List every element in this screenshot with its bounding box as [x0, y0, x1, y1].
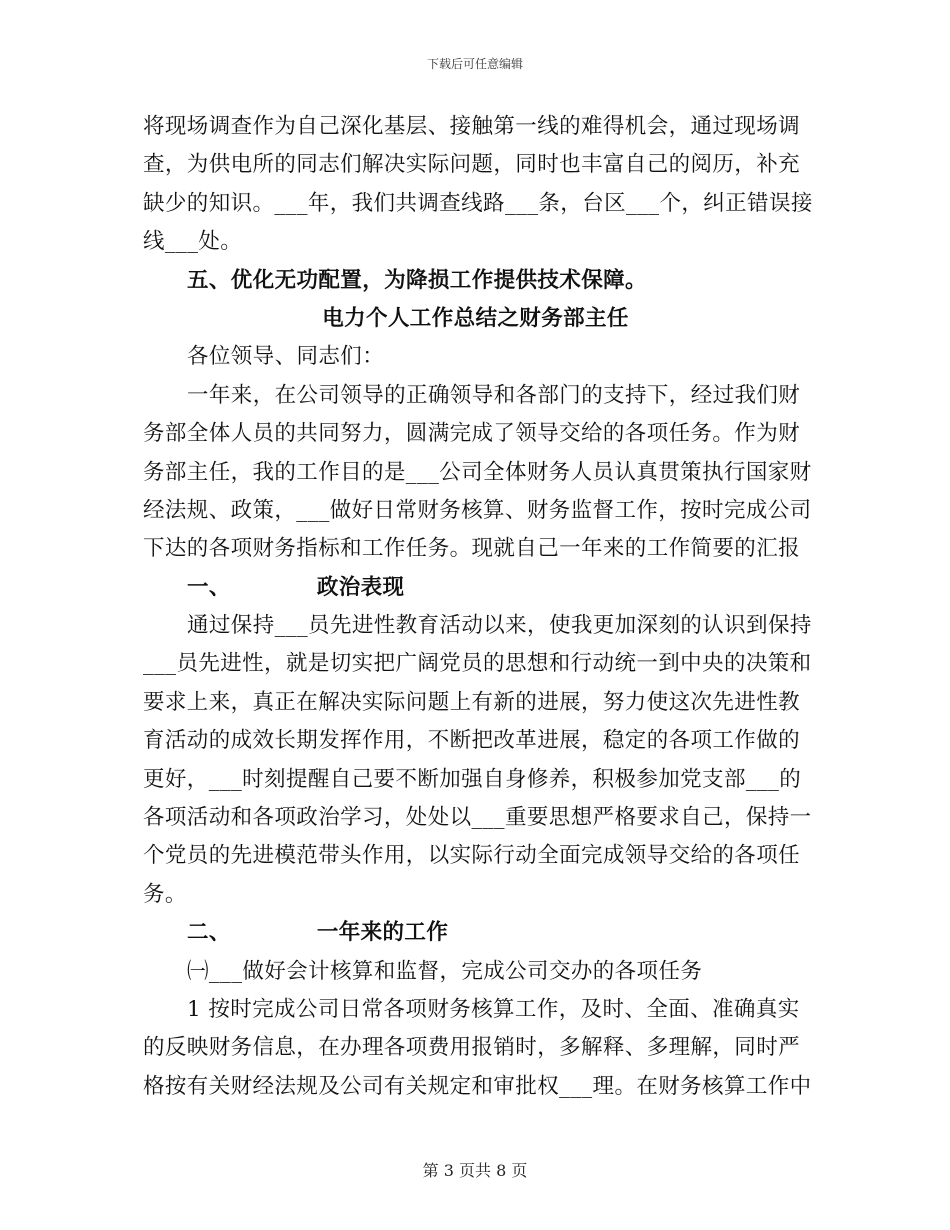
- section-heading-political: [143, 569, 808, 607]
- subsection-heading: ㈠___做好会计核算和监督，完成公司交办的各项任务: [187, 958, 703, 984]
- paragraph-line: 通过保持___员先进性教育活动以来，使我更加深刻的认识到保持: [187, 613, 812, 639]
- section-heading: 五、优化无功配置，为降损工作提供技术保障。: [187, 267, 647, 293]
- paragraph-line: 各项活动和各项政治学习，处处以___重要思想严格要求自己，保持一: [143, 805, 812, 831]
- section-title: 政治表现: [316, 574, 405, 600]
- paragraph-line: 一年来，在公司领导的正确领导和各部门的支持下，经过我们财: [187, 382, 801, 408]
- salutation: 各位领导、同志们：: [187, 344, 385, 370]
- paragraph-line: 更好，___时刻提醒自己要不断加强自身修养，积极参加党支部___的: [143, 766, 802, 792]
- document-title: 电力个人工作总结之财务部主任: [322, 305, 629, 331]
- paragraph-line: 缺少的知识。___年，我们共调查线路___条，台区___个，纠正错误接: [143, 190, 813, 216]
- paragraph-line: 经法规、政策，___做好日常财务核算、财务监督工作，按时完成公司: [143, 497, 812, 523]
- paragraph-line: 个党员的先进模范带头作用，以实际行动全面完成领导交给的各项任: [143, 843, 801, 869]
- section-number: 二、: [187, 920, 231, 946]
- section-heading-work: [143, 914, 808, 952]
- paragraph-line: 的反映财务信息，在办理各项费用报销时，多解释、多理解，同时严: [143, 1035, 801, 1061]
- document-body: [143, 108, 813, 1106]
- paragraph-line: 查，为供电所的同志们解决实际问题，同时也丰富自己的阅历，补充: [143, 152, 801, 178]
- paragraph-line: 务。: [143, 881, 187, 907]
- paragraph-line: 线___处。: [143, 229, 243, 255]
- page-header: 下载后可任意编辑: [426, 57, 523, 71]
- section-number: 一、: [187, 574, 231, 600]
- paragraph-line: ___员先进性，就是切实把广阔党员的思想和行动统一到中央的决策和: [143, 651, 812, 677]
- paragraph-line: 要求上来，真正在解决实际问题上有新的进展，努力使这次先进性教: [143, 689, 801, 715]
- paragraph-line: 务部主任，我的工作目的是___公司全体财务人员认真贯策执行国家财: [143, 459, 812, 485]
- section-title: 一年来的工作: [316, 920, 449, 946]
- paragraph-line: 下达的各项财务指标和工作任务。现就自己一年来的工作简要的汇报: [143, 536, 801, 562]
- paragraph-line: 格按有关财经法规及公司有关规定和审批权___理。在财务核算工作中: [143, 1073, 812, 1099]
- paragraph-line: 将现场调查作为自己深化基层、接触第一线的难得机会，通过现场调: [143, 114, 801, 139]
- paragraph-line: 1 按时完成公司日常各项财务核算工作，及时、全面、准确真实: [187, 996, 800, 1022]
- page-footer: 第 3 页共 8 页: [422, 1161, 528, 1180]
- paragraph-line: 务部全体人员的共同努力，圆满完成了领导交给的各项任务。作为财: [143, 421, 801, 447]
- paragraph-line: 育活动的成效长期发挥作用，不断把改革进展，稳定的各项工作做的: [143, 728, 801, 754]
